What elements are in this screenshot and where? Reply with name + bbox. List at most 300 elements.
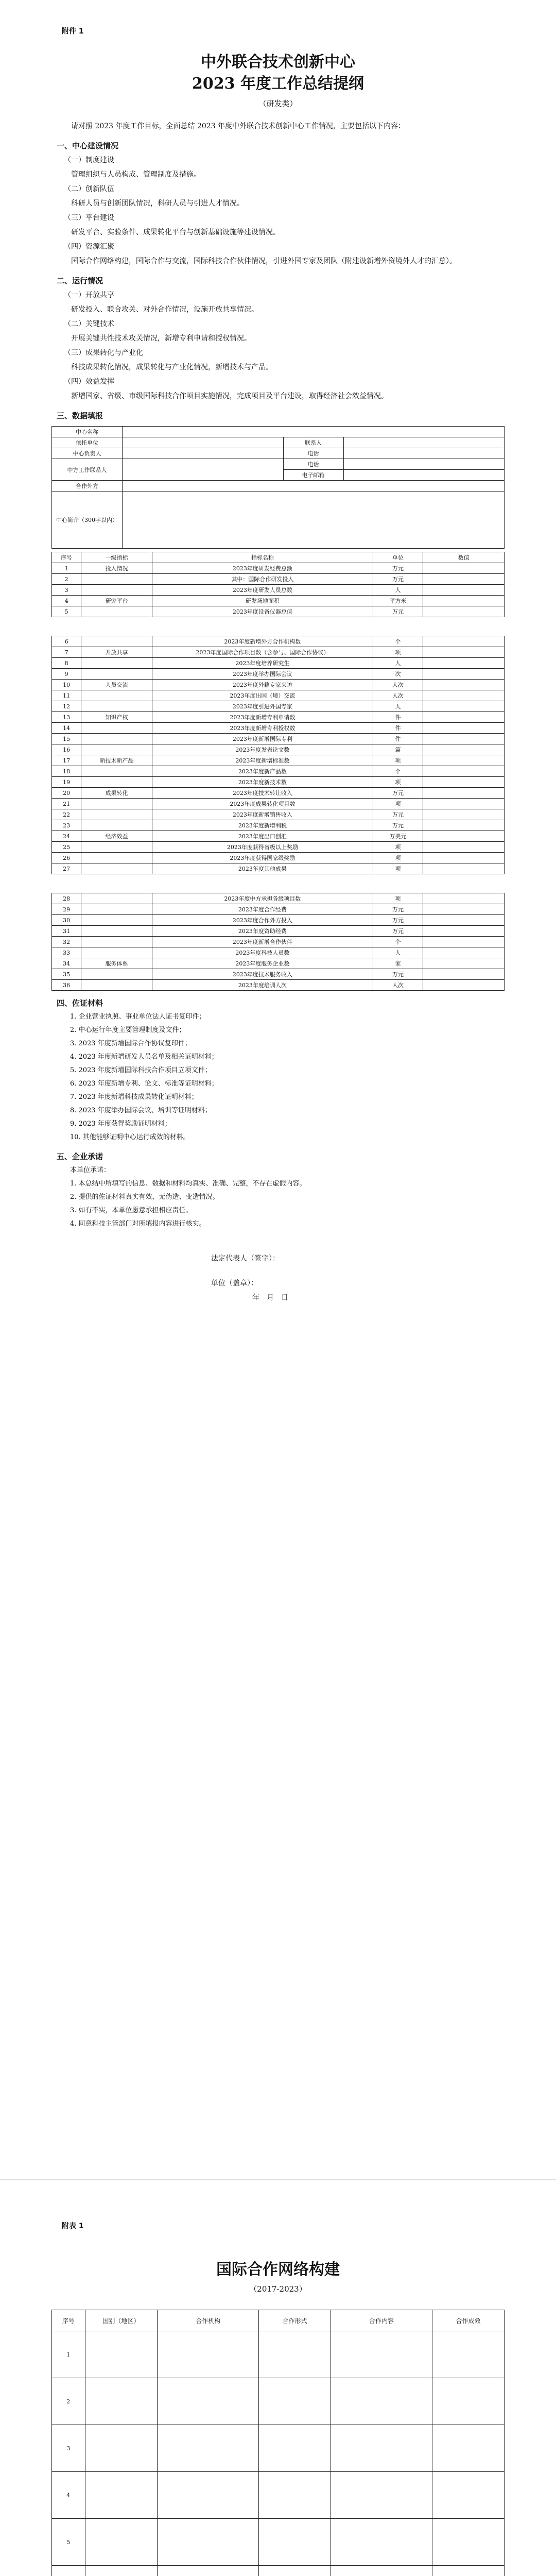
table-cell: 2023年度获得国家级奖励: [152, 853, 373, 863]
table-cell: 项: [373, 755, 423, 766]
value-cell[interactable]: [423, 937, 505, 947]
promise-item: 本单位承诺：: [70, 1166, 111, 1174]
table-cell: 24: [52, 831, 81, 842]
table-cell: 22: [52, 809, 81, 820]
value-cell[interactable]: [423, 893, 505, 904]
table-cell: 经济效益: [81, 831, 152, 842]
value-cell[interactable]: [423, 958, 505, 969]
table-row: [52, 937, 505, 947]
indicator-table-part-c: [51, 893, 505, 991]
table-row: [52, 926, 505, 937]
table-cell: 万元: [373, 563, 423, 574]
value-cell[interactable]: [423, 915, 505, 926]
table-cell: 件: [373, 712, 423, 723]
table-cell: 2023年度新增标准数: [152, 755, 373, 766]
table-cell: [81, 904, 152, 915]
table-row: [52, 853, 505, 863]
entry-cell[interactable]: [259, 2331, 331, 2378]
table-cell: 万元: [373, 904, 423, 915]
table-header-cell: 指标名称: [152, 552, 373, 563]
table-cell: 11: [52, 690, 81, 701]
table-cell: 33: [52, 947, 81, 958]
table-cell: 件: [373, 723, 423, 734]
row-number: 3: [52, 2425, 85, 2472]
entry-cell[interactable]: [432, 2425, 504, 2472]
table-cell: [81, 658, 152, 669]
entry-cell[interactable]: [331, 2472, 432, 2519]
entry-cell[interactable]: [158, 2425, 259, 2472]
entry-cell[interactable]: [259, 2472, 331, 2519]
row-number: 1: [52, 2331, 85, 2378]
table-cell: [81, 574, 152, 585]
table-cell: 6: [52, 636, 81, 647]
table-cell: [81, 969, 152, 980]
indicator-table-part-b: [51, 636, 505, 874]
table-cell: [81, 893, 152, 904]
network-table: [51, 2310, 505, 2576]
table-row: [52, 2378, 505, 2425]
entry-cell[interactable]: [85, 2331, 158, 2378]
table-cell: 服务体系: [81, 958, 152, 969]
evidence-item: 3. 2023 年度新增国际合作协议复印件；: [70, 1040, 192, 1047]
section-heading: 二、运行情况: [57, 276, 103, 285]
table-cell: [81, 863, 152, 874]
info-cell: 中心简介（300字以内）: [52, 492, 123, 549]
table-cell: 项: [373, 842, 423, 853]
section-heading: 四、佐证材料: [57, 998, 103, 1008]
table-row: [52, 755, 505, 766]
table-cell: 2023年度新增国际专利: [152, 734, 373, 744]
value-cell[interactable]: [423, 734, 505, 744]
entry-cell[interactable]: [158, 2378, 259, 2425]
doc-subtitle: （研发类）: [258, 99, 298, 108]
table-cell: 人: [373, 701, 423, 712]
table-row: [52, 2519, 505, 2566]
value-cell[interactable]: [423, 809, 505, 820]
info-cell: 电话: [283, 448, 343, 459]
entry-cell[interactable]: [432, 2378, 504, 2425]
subsection-heading: （四）效益发挥: [64, 378, 114, 386]
table-row: [52, 606, 505, 617]
value-cell[interactable]: [423, 777, 505, 788]
page-divider: [0, 2179, 556, 2180]
value-cell[interactable]: [423, 766, 505, 777]
info-cell[interactable]: [123, 492, 505, 549]
table-cell: 开放共享: [81, 647, 152, 658]
table-cell: [81, 701, 152, 712]
info-cell: 电话: [283, 459, 343, 470]
entry-cell[interactable]: [158, 2331, 259, 2378]
table-cell: 篇: [373, 744, 423, 755]
evidence-item: 7. 2023 年度新增科技成果转化证明材料；: [70, 1093, 198, 1101]
table-cell: [81, 937, 152, 947]
entry-cell[interactable]: [259, 2425, 331, 2472]
table-cell: 万元: [373, 809, 423, 820]
table-cell: [81, 853, 152, 863]
table-row: [52, 701, 505, 712]
info-cell[interactable]: [343, 448, 505, 459]
subsection-heading: （三）平台建设: [64, 214, 114, 222]
table-row: [52, 809, 505, 820]
table-cell: [81, 980, 152, 991]
table-cell: 投入情况: [81, 563, 152, 574]
intro-paragraph: 请对照 2023 年度工作目标，全面总结 2023 年度中外联合技术创新中心工作情况，主要包括以下内容：: [71, 122, 406, 130]
info-cell[interactable]: [343, 470, 505, 481]
table-cell: 新技术新产品: [81, 755, 152, 766]
info-cell[interactable]: [123, 437, 284, 448]
table-cell: 2023年度资助经费: [152, 926, 373, 937]
table-row: [52, 712, 505, 723]
value-cell[interactable]: [423, 831, 505, 842]
network-title: 国际合作网络构建: [216, 2261, 340, 2279]
value-cell[interactable]: [423, 585, 505, 596]
table-cell: 2023年度研发经费总额: [152, 563, 373, 574]
table-cell: 35: [52, 969, 81, 980]
table-cell: 32: [52, 937, 81, 947]
table-cell: [81, 799, 152, 809]
table-cell: 20: [52, 788, 81, 799]
table-cell: [81, 606, 152, 617]
table-row: [52, 585, 505, 596]
value-cell[interactable]: [423, 904, 505, 915]
table-header-cell: 合作机构: [158, 2310, 259, 2331]
table-cell: 成果转化: [81, 788, 152, 799]
table-cell: 31: [52, 926, 81, 937]
table-row: [52, 842, 505, 853]
table-cell: 14: [52, 723, 81, 734]
value-cell[interactable]: [423, 563, 505, 574]
table-cell: 2023年度新技术数: [152, 777, 373, 788]
value-cell[interactable]: [423, 647, 505, 658]
table-cell: [81, 809, 152, 820]
table-cell: 15: [52, 734, 81, 744]
value-cell[interactable]: [423, 969, 505, 980]
table-cell: 2023年度出国（境）交流: [152, 690, 373, 701]
value-cell[interactable]: [423, 799, 505, 809]
table-cell: 个: [373, 937, 423, 947]
table-cell: 2023年度新增专利授权数: [152, 723, 373, 734]
value-cell[interactable]: [423, 947, 505, 958]
table-row: [52, 734, 505, 744]
table-row: [52, 969, 505, 980]
table-row: [52, 820, 505, 831]
value-cell[interactable]: [423, 669, 505, 680]
table-cell: 2: [52, 574, 81, 585]
value-cell[interactable]: [423, 680, 505, 690]
subsection-heading: （三）成果转化与产业化: [64, 349, 143, 357]
table-cell: 2023年度新增利税: [152, 820, 373, 831]
entry-cell[interactable]: [331, 2378, 432, 2425]
entry-cell[interactable]: [85, 2378, 158, 2425]
info-cell: 电子邮箱: [283, 470, 343, 481]
table-cell: 19: [52, 777, 81, 788]
cooperation-network-sheet: [15, 2215, 541, 2576]
section-text: 开展关键共性技术攻关情况，新增专利申请和授权情况。: [71, 334, 251, 343]
table-cell: 2023年度技术服务收入: [152, 969, 373, 980]
table-cell: [81, 585, 152, 596]
table-row: [52, 863, 505, 874]
value-cell[interactable]: [423, 701, 505, 712]
table-row: [52, 2425, 505, 2472]
table-cell: [81, 636, 152, 647]
table-cell: 2023年度培养研究生: [152, 658, 373, 669]
legal-rep-signature: 法定代表人（签字）：: [211, 1255, 280, 1263]
table-row: [52, 669, 505, 680]
table-cell: 万美元: [373, 831, 423, 842]
table-cell: 12: [52, 701, 81, 712]
promise-item: 4. 同意科技主管部门对所填报内容进行核实。: [70, 1220, 206, 1228]
table-cell: 1: [52, 563, 81, 574]
section-heading: 一、中心建设情况: [57, 141, 119, 150]
table-cell: 18: [52, 766, 81, 777]
entry-cell[interactable]: [158, 2472, 259, 2519]
table-row: [52, 947, 505, 958]
table-header-cell: 合作成效: [432, 2310, 504, 2331]
table-cell: 项: [373, 893, 423, 904]
table-header-cell: 数值: [423, 552, 505, 563]
info-cell: 中心名称: [52, 427, 123, 437]
table-cell: 万元: [373, 606, 423, 617]
subsection-heading: （四）资源汇聚: [64, 243, 114, 251]
table-cell: [81, 777, 152, 788]
table-cell: 16: [52, 744, 81, 755]
table-row: [52, 2472, 505, 2519]
table-cell: 2023年度合作外方投入: [152, 915, 373, 926]
info-cell[interactable]: [123, 459, 284, 481]
entry-cell[interactable]: [259, 2378, 331, 2425]
table-cell: 10: [52, 680, 81, 690]
table-row: [52, 893, 505, 904]
evidence-item: 9. 2023 年度获得奖励证明材料；: [70, 1120, 171, 1128]
table-cell: 2023年度培训人次: [152, 980, 373, 991]
table-cell: 7: [52, 647, 81, 658]
row-number: 5: [52, 2519, 85, 2566]
table-row: [52, 744, 505, 755]
unit-seal: 单位（盖章）：: [211, 1279, 258, 1287]
table-cell: 2023年度服务企业数: [152, 958, 373, 969]
table-cell: 13: [52, 712, 81, 723]
table-cell: 2023年度新产品数: [152, 766, 373, 777]
value-cell[interactable]: [423, 863, 505, 874]
table-cell: 平方米: [373, 596, 423, 606]
section-text: 国际合作网络构建，国际合作与交流，国际科技合作伙伴情况，引进外国专家及团队（附建设新增外资境外人才的汇总）。: [71, 257, 457, 265]
value-cell[interactable]: [423, 853, 505, 863]
entry-cell[interactable]: [432, 2472, 504, 2519]
entry-cell[interactable]: [331, 2331, 432, 2378]
table-row: [52, 2331, 505, 2378]
row-number: 4: [52, 2472, 85, 2519]
entry-cell[interactable]: [432, 2566, 504, 2576]
sign-date: 年 月 日: [252, 1294, 288, 1302]
section-text: 研发平台、实验条件、成果转化平台与创新基础设施等建设情况。: [71, 228, 280, 236]
value-cell[interactable]: [423, 842, 505, 853]
table-row: [52, 596, 505, 606]
table-cell: 25: [52, 842, 81, 853]
table-header-cell: 一级指标: [81, 552, 152, 563]
table-row: [52, 690, 505, 701]
value-cell[interactable]: [423, 658, 505, 669]
table-cell: 人员交流: [81, 680, 152, 690]
table-row: [52, 2566, 505, 2576]
table-cell: 9: [52, 669, 81, 680]
evidence-item: 2. 中心运行年度主要管理制度及文件；: [70, 1026, 186, 1034]
entry-cell[interactable]: [432, 2331, 504, 2378]
table-cell: 家: [373, 958, 423, 969]
evidence-item: 6. 2023 年度新增专利、论文、标准等证明材料；: [70, 1080, 218, 1088]
value-cell[interactable]: [423, 636, 505, 647]
entry-cell[interactable]: [85, 2519, 158, 2566]
table-cell: 2023年度技术转让收入: [152, 788, 373, 799]
entry-cell[interactable]: [259, 2566, 331, 2576]
table-cell: 件: [373, 734, 423, 744]
table-header-cell: 序号: [52, 2310, 85, 2331]
table-cell: 项: [373, 799, 423, 809]
table-cell: 个: [373, 766, 423, 777]
info-cell[interactable]: [343, 459, 505, 470]
entry-cell[interactable]: [259, 2519, 331, 2566]
table-cell: 4: [52, 596, 81, 606]
table-cell: 研发场地面积: [152, 596, 373, 606]
table-row: [52, 647, 505, 658]
table-row: [52, 658, 505, 669]
evidence-list: [15, 1010, 541, 1144]
promise-item: 1. 本总结中所填写的信息、数据和材料均真实、准确、完整，不存在虚假内容。: [70, 1180, 306, 1188]
value-cell[interactable]: [423, 926, 505, 937]
table-cell: 其中：国际合作研发投入: [152, 574, 373, 585]
promise-list: [15, 1164, 541, 1231]
table-cell: 26: [52, 853, 81, 863]
entry-cell[interactable]: [331, 2519, 432, 2566]
value-cell[interactable]: [423, 606, 505, 617]
value-cell[interactable]: [423, 690, 505, 701]
table-cell: 21: [52, 799, 81, 809]
table-cell: 人次: [373, 680, 423, 690]
table-header-cell: 国别（地区）: [85, 2310, 158, 2331]
table-cell: 2023年度外籍专家来访: [152, 680, 373, 690]
table-row: [52, 574, 505, 585]
evidence-item: 5. 2023 年度新增国际科技合作项目立项文件；: [70, 1066, 212, 1074]
entry-cell[interactable]: [85, 2566, 158, 2576]
info-cell[interactable]: [123, 481, 505, 492]
table-row: [52, 958, 505, 969]
table-cell: 人: [373, 585, 423, 596]
table-cell: 2023年度出口创汇: [152, 831, 373, 842]
section-text: 科技成果转化情况，成果转化与产业化情况，新增技术与产品。: [71, 363, 273, 371]
attachment-label: 附表 1: [62, 2222, 84, 2230]
table-cell: 2023年度国际合作项目数（含参与、国际合作协议）: [152, 647, 373, 658]
table-row: [52, 788, 505, 799]
promise-item: 3. 如有不实，本单位愿意承担相应责任。: [70, 1207, 193, 1214]
value-cell[interactable]: [423, 788, 505, 799]
table-cell: [81, 947, 152, 958]
table-cell: [81, 766, 152, 777]
entry-cell[interactable]: [331, 2566, 432, 2576]
table-cell: 3: [52, 585, 81, 596]
table-header-cell: 序号: [52, 552, 81, 563]
summary-outline-sheet: [15, 21, 541, 2154]
section-text: 研发投入、联合攻关、对外合作情况，设施开放共享情况。: [71, 306, 258, 314]
table-cell: 人次: [373, 690, 423, 701]
section-text: 科研人员与创新团队情况，科研人员与引进人才情况。: [71, 199, 244, 208]
value-cell[interactable]: [423, 820, 505, 831]
table-cell: 2023年度科技人员数: [152, 947, 373, 958]
subsection-heading: （二）创新队伍: [64, 185, 114, 193]
table-cell: [81, 915, 152, 926]
table-cell: [81, 669, 152, 680]
table-cell: [81, 820, 152, 831]
table-row: [52, 766, 505, 777]
entry-cell[interactable]: [432, 2519, 504, 2566]
table-cell: 36: [52, 980, 81, 991]
value-cell[interactable]: [423, 596, 505, 606]
entry-cell[interactable]: [158, 2566, 259, 2576]
attachment-label: 附件 1: [62, 27, 84, 36]
evidence-item: 10. 其他能够证明中心运行成效的材料。: [70, 1133, 190, 1141]
table-cell: 2023年度引进外国专家: [152, 701, 373, 712]
entry-cell[interactable]: [85, 2425, 158, 2472]
table-cell: 2023年度新增合作伙伴: [152, 937, 373, 947]
value-cell[interactable]: [423, 755, 505, 766]
doc-title: 中外联合技术创新中心: [201, 53, 355, 71]
entry-cell[interactable]: [85, 2472, 158, 2519]
center-info-table: [51, 426, 505, 549]
table-cell: [81, 723, 152, 734]
table-cell: 8: [52, 658, 81, 669]
value-cell[interactable]: [423, 712, 505, 723]
table-cell: 17: [52, 755, 81, 766]
info-cell[interactable]: [123, 427, 505, 437]
info-cell[interactable]: [343, 437, 505, 448]
table-cell: 项: [373, 647, 423, 658]
table-row: [52, 799, 505, 809]
table-cell: 个: [373, 636, 423, 647]
table-cell: 2023年度设备仪器总值: [152, 606, 373, 617]
promise-item: 2. 提供的佐证材料真实有效，无伪造、变造情况。: [70, 1193, 219, 1201]
table-header-cell: 单位: [373, 552, 423, 563]
value-cell[interactable]: [423, 574, 505, 585]
table-cell: 万元: [373, 574, 423, 585]
table-cell: 2023年度新增外方合作机构数: [152, 636, 373, 647]
table-cell: 2023年度获得省级以上奖励: [152, 842, 373, 853]
value-cell[interactable]: [423, 744, 505, 755]
value-cell[interactable]: [423, 723, 505, 734]
info-cell[interactable]: [123, 448, 284, 459]
entry-cell[interactable]: [331, 2425, 432, 2472]
table-row: [52, 904, 505, 915]
info-cell: 中心负责人: [52, 448, 123, 459]
table-cell: 知识产权: [81, 712, 152, 723]
table-cell: 5: [52, 606, 81, 617]
network-subtitle: （2017-2023）: [249, 2284, 307, 2294]
value-cell[interactable]: [423, 980, 505, 991]
table-cell: 28: [52, 893, 81, 904]
entry-cell[interactable]: [158, 2519, 259, 2566]
info-cell: 依托单位: [52, 437, 123, 448]
subsection-heading: （一）制度建设: [64, 156, 114, 164]
table-cell: 34: [52, 958, 81, 969]
table-cell: [81, 842, 152, 853]
section-text: 管理组织与人员构成、管理制度及措施。: [71, 171, 201, 179]
table-cell: [81, 690, 152, 701]
subsection-heading: （一）开放共享: [64, 291, 114, 299]
table-cell: 万元: [373, 969, 423, 980]
table-row: [52, 680, 505, 690]
info-cell: 中方工作联系人: [52, 459, 123, 481]
table-cell: 人: [373, 658, 423, 669]
table-cell: 万元: [373, 926, 423, 937]
table-row: [52, 563, 505, 574]
evidence-item: 1. 企业营业执照、事业单位法人证书复印件；: [70, 1013, 206, 1021]
